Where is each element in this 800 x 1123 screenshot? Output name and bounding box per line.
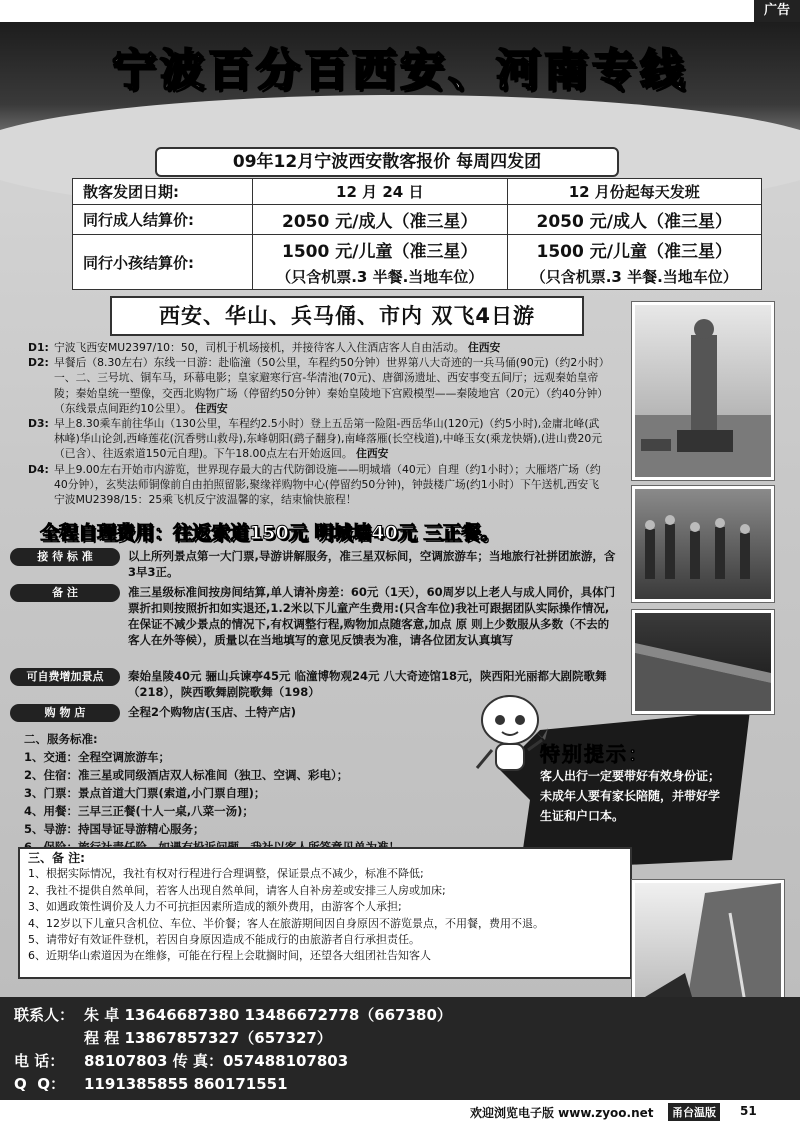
contact-key xyxy=(14,1027,84,1050)
row-label: 散客发团日期: xyxy=(73,179,253,205)
standard-text: 以上所列景点第一大门票,导游讲解服务，准三星双标间，空调旅游车；当地旅行社拼团旅游，含3早3正。 xyxy=(128,549,616,579)
standard-label: 购 物 店 xyxy=(10,704,120,722)
ad-tag: 广告 xyxy=(754,0,800,22)
standard-label: 备 注 xyxy=(10,584,120,602)
itinerary-day xyxy=(28,355,608,416)
service-item: 4、用餐：三早三正餐(十人一桌,八菜一汤)； xyxy=(24,804,254,818)
day-label: D2: xyxy=(28,356,49,370)
contact-value: 程 程 13867857327（657327） xyxy=(84,1029,332,1047)
contact-value: 朱 卓 13646687380 13486672778（667380） xyxy=(84,1006,452,1024)
table-row xyxy=(73,179,762,205)
table-cell: 2050 元/成人（准三星） xyxy=(507,205,762,235)
contact-key: 电 话： xyxy=(14,1052,65,1070)
edition-badge: 甬台温版 xyxy=(668,1103,720,1121)
standard-label: 接 待 标 准 xyxy=(10,548,120,566)
table-cell: 1500 元/儿童（准三星） xyxy=(507,235,762,265)
service-item: 5、导游：持国导证导游精心服务； xyxy=(24,822,205,836)
page-number: 51 xyxy=(740,1104,757,1118)
standard-row xyxy=(10,584,620,648)
table-cell: 2050 元/成人（准三星） xyxy=(253,205,508,235)
website-link[interactable]: 欢迎浏览电子版 www.zyoo.net xyxy=(470,1106,654,1120)
standard-label: 可自费增加景点 xyxy=(10,668,120,686)
day-text: 早餐后（8.30左右）东线一日游：赴临潼（50公里，车程约50分钟）世界第八大奇迹的一兵马俑(90元)（约2小时）一、二、三号坑、铜车马，环幕电影；皇家避寒行宫-华清池(70元)、唐御汤遗址、西安事变五间厅；远观秦始皇帝陵；秦始皇统一塑像，交西北购物广场（停留约50分钟）秦始皇陵地下宫殿模型——秦陵地宫（20元）（约40分钟）（东线景点间距约10公里）。 xyxy=(54,356,605,415)
table-cell: （只含机票.3 半餐.当地车位） xyxy=(507,264,762,290)
day-label: D4: xyxy=(28,462,49,476)
row-label: 同行小孩结算价: xyxy=(73,235,253,290)
contact-row xyxy=(14,1073,634,1096)
terracotta-army-photo xyxy=(632,486,774,602)
contact-key: Q Q： xyxy=(14,1075,65,1093)
standard-text: 全程2个购物店(玉店、土特产店) xyxy=(128,705,297,719)
itinerary xyxy=(28,340,608,507)
contact-row xyxy=(14,1050,634,1073)
table-cell: （只含机票.3 半餐.当地车位） xyxy=(253,264,508,290)
standard-row xyxy=(10,548,620,580)
table-cell: 12 月 24 日 xyxy=(253,179,508,205)
table-row xyxy=(73,205,762,235)
bottom-bar xyxy=(0,1100,800,1123)
notice-text: 客人出行一定要带好有效身份证；未成年人要有家长陪随，并带好学生证和户口本。 xyxy=(540,769,721,823)
day-label: D3: xyxy=(28,417,49,431)
day-text: 宁波飞西安MU2397/10：50，司机于机场接机，并接待客人入住酒店客人自由活动。 xyxy=(54,341,465,354)
remarks xyxy=(28,850,628,965)
remark-item: 3、如遇政策性调价及人力不可抗拒因素所造成的额外费用，由游客个人承担; xyxy=(28,900,402,914)
contact-info xyxy=(14,1004,634,1096)
contact-value: 1191385855 860171551 xyxy=(84,1075,288,1093)
remark-item: 5、请带好有效证件登机，若因自身原因造成不能成行的由旅游者自行承担责任。 xyxy=(28,933,420,947)
service-item: 2、住宿：准三星或同级酒店双人标准间（独卫、空调、彩电）； xyxy=(24,768,349,782)
contact-key: 联系人： xyxy=(14,1006,75,1024)
day-label: D1: xyxy=(28,341,49,354)
table-cell: 12 月份起每天发班 xyxy=(507,179,762,205)
service-head: 二、服务标准: xyxy=(24,732,98,746)
remark-item: 4、12岁以下儿童只含机位、车位、半价餐；客人在旅游期间因自身原因不游览景点，不用餐，费用不退。 xyxy=(28,916,544,930)
itinerary-day xyxy=(28,416,608,462)
table-row xyxy=(73,235,762,265)
contact-value: 88107803 传 真：057488107803 xyxy=(84,1052,349,1070)
price-table xyxy=(72,178,762,290)
price-subtitle: 09年12月宁波西安散客报价 每周四发团 xyxy=(155,147,619,177)
service-item: 1、交通：全程空调旅游车； xyxy=(24,750,171,764)
mascot-illustration xyxy=(462,690,562,785)
warrior-statue-photo xyxy=(632,302,774,480)
contact-row xyxy=(14,1004,634,1027)
notice-title: 特别提示： xyxy=(540,742,650,766)
tour-title: 西安、华山、兵马俑、市内 双飞4日游 xyxy=(110,296,584,336)
day-text: 早上8.30乘车前往华山（130公里，车程约2.5小时）登上五岳第一险阻-西岳华山(120元)（约5小时),金庸北峰(武林峰)华山论剑,西峰莲花(沉香劈山救母),东峰朝阳(鹞子翻身),南峰落雁(长空栈道),中峰玉女(乘龙快婿),(进山费20元（已含）、往返索道150元自理)。下午18.00点左右开始返回。 xyxy=(54,417,603,461)
day-stay: 住西安 xyxy=(467,341,501,354)
remark-item: 1、根据实际情况，我社有权对行程进行合理调整，保证景点不减少，标准不降低; xyxy=(28,867,424,881)
service-item: 3、门票：景点首道大门票(索道,小门票自理)； xyxy=(24,786,266,800)
remark-item: 6、近期华山索道因为在维修，可能在行程上会耽搁时间，还望各大组团社告知客人 xyxy=(28,949,431,963)
contact-row xyxy=(14,1027,634,1050)
itinerary-day xyxy=(28,340,608,355)
remark-item: 2、我社不提供自然单间，若客人出现自然单间，请客人自补房差或安排三人房或加床; xyxy=(28,883,446,897)
table-cell: 1500 元/儿童（准三星） xyxy=(253,235,508,265)
day-text: 早上9.00左右开始市内游览，世界现存最大的古代防御设施——明城墙（40元）自理（约1小时）；大雁塔广场（约40分钟），玄奘法师铜像前自由拍照留影,聚缘祥购物中心(停留约50分钟)，钟鼓楼广场(约1小时）下午送机,西安飞宁波MU2398/15：25乘飞机反宁波温馨的家，结束愉快旅程！ xyxy=(54,462,601,507)
city-wall-photo xyxy=(632,610,774,714)
remarks-head: 三、备 注: xyxy=(28,851,85,865)
day-stay: 住西安 xyxy=(356,447,389,461)
standard-text: 秦始皇陵40元 骊山兵谏亭45元 临潼博物观24元 八大奇迹馆18元，陕西阳光丽都大剧院歌舞（218），陕西歌舞剧院歌舞（198） xyxy=(128,669,607,699)
day-stay: 住西安 xyxy=(195,401,228,415)
self-pay-fees: 全程自理费用：往返索道150元 明城墙40元 三正餐。 xyxy=(40,522,500,544)
itinerary-day xyxy=(28,462,608,508)
standard-text: 准三星级标准间按房间结算,单人请补房差：60元（1天），60周岁以上老人与成人同价，具体门票折扣则按照折扣如实退还,1.2米以下儿童产生费用:(只含车位)我社可跟据团队实际操作情况,在保证不减少景点的情况下,有权调整行程,购物加点随客意,加点 原 则上少数服从多数（不去的客人在外等候），质量以在当地填写的意见反馈表为准，请各位团友认真填写 xyxy=(128,585,616,647)
page-title: 宁波百分百西安、河南专线 xyxy=(112,45,688,96)
row-label: 同行成人结算价: xyxy=(73,205,253,235)
